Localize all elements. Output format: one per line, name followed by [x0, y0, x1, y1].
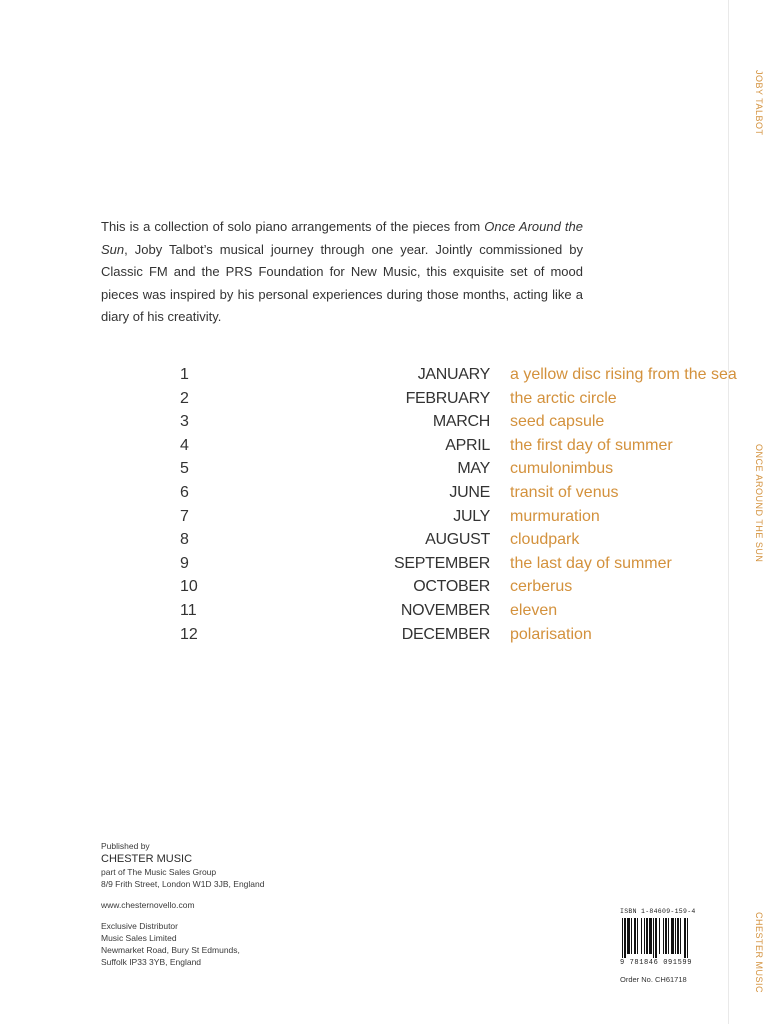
- track-title: the arctic circle: [510, 389, 617, 407]
- track-month: SEPTEMBER: [394, 554, 490, 572]
- distributor-address-line1: Newmarket Road, Bury St Edmunds,: [101, 945, 240, 955]
- barcode-bar: [655, 918, 657, 958]
- track-title: cerberus: [510, 578, 573, 596]
- barcode-bar: [649, 918, 652, 954]
- track-month: OCTOBER: [413, 578, 490, 596]
- track-month: MAY: [457, 460, 490, 478]
- track-month: JANUARY: [417, 366, 490, 383]
- track-title: the first day of summer: [510, 436, 673, 454]
- barcode-bar: [624, 918, 626, 958]
- track-number: 11: [180, 601, 197, 619]
- track-list: [180, 363, 737, 646]
- distributor-address-line2: Suffolk IP33 3YB, England: [101, 957, 202, 967]
- track-title: cumulonimbus: [510, 460, 614, 478]
- barcode-bar: [680, 918, 681, 954]
- distributor-name: Music Sales Limited: [101, 933, 177, 943]
- barcode-bar: [659, 918, 660, 954]
- spine-divider: [728, 0, 729, 1024]
- track-number: 8: [180, 531, 189, 549]
- track-row: [180, 623, 600, 647]
- track-number: 1: [180, 366, 189, 383]
- track-title: the last day of summer: [510, 554, 672, 572]
- barcode-bar: [634, 918, 636, 954]
- barcode-bar: [646, 918, 648, 954]
- barcode-bar: [677, 918, 679, 954]
- publisher-group: part of The Music Sales Group: [101, 867, 217, 877]
- track-number: 12: [180, 625, 198, 643]
- track-title: transit of venus: [510, 483, 619, 501]
- barcode-bar: [668, 918, 669, 954]
- track-number: 4: [180, 436, 189, 454]
- track-month: JUNE: [449, 483, 490, 501]
- track-row: [180, 387, 617, 411]
- publisher-name: CHESTER MUSIC: [101, 853, 193, 865]
- barcode-bar: [641, 918, 642, 954]
- track-row: [180, 575, 600, 599]
- spine-composer: JOBY TALBOT: [754, 70, 764, 136]
- order-number: Order No. CH61718: [620, 975, 687, 984]
- intro-text-end: , Joby Talbot’s musical journey through one year. Jointly commissioned by Classic FM and the PRS Foundation for New Music, this exquisite set of mood pieces was inspired by his personal experiences during those months, acting like a diary of his creativity.: [101, 241, 583, 324]
- track-number: 9: [180, 554, 189, 572]
- intro-work-title: Once Around the Sun: [101, 219, 583, 257]
- barcode-bar: [687, 918, 688, 958]
- track-row: [180, 457, 614, 481]
- barcode-digits: 9 781846 091599: [620, 959, 693, 967]
- barcode-bar: [644, 918, 645, 954]
- barcode-bar: [675, 918, 676, 954]
- barcode-bar: [627, 918, 630, 954]
- track-row: [180, 528, 600, 552]
- published-by-label: Published by: [101, 841, 150, 851]
- track-number: 3: [180, 413, 189, 431]
- track-title: eleven: [510, 601, 558, 619]
- publisher-address: 8/9 Frith Street, London W1D 3JB, England: [101, 879, 265, 889]
- barcode-bar: [631, 918, 632, 954]
- isbn-text: ISBN 1-84609-159-4: [620, 908, 696, 915]
- track-month: JULY: [453, 507, 490, 525]
- barcode-bar: [665, 918, 667, 954]
- spine-publisher: CHESTER MUSIC: [754, 912, 764, 994]
- track-row: [180, 552, 672, 576]
- track-row: [180, 481, 619, 505]
- barcode-bar: [637, 918, 638, 954]
- track-month: DECEMBER: [401, 625, 490, 643]
- track-row: [180, 505, 600, 529]
- track-month: MARCH: [432, 413, 490, 431]
- barcode-bar: [671, 918, 674, 954]
- track-number: 5: [180, 460, 189, 478]
- track-row: [180, 410, 605, 434]
- track-title: seed capsule: [510, 413, 605, 431]
- spine-work-title: ONCE AROUND THE SUN: [754, 444, 764, 563]
- track-month: AUGUST: [425, 531, 490, 549]
- track-month: APRIL: [445, 436, 490, 454]
- track-number: 7: [180, 507, 189, 525]
- track-number: 10: [180, 578, 198, 596]
- barcode-bar: [653, 918, 654, 958]
- track-title: a yellow disc rising from the sea: [510, 366, 737, 383]
- barcode-bars: [620, 918, 720, 958]
- track-title: cloudpark: [510, 531, 580, 549]
- barcode-bar: [622, 918, 623, 958]
- track-row: [180, 363, 737, 387]
- barcode-bar: [684, 918, 686, 958]
- barcode-block: [620, 908, 720, 984]
- track-title: polarisation: [510, 625, 592, 643]
- distributor-label: Exclusive Distributor: [101, 921, 178, 931]
- track-month: NOVEMBER: [400, 601, 490, 619]
- publisher-website: www.chesternovello.com: [101, 900, 195, 910]
- intro-text-start: This is a collection of solo piano arrangements of the pieces from: [101, 219, 481, 234]
- track-row: [180, 434, 673, 458]
- track-number: 2: [180, 389, 189, 407]
- track-row: [180, 599, 600, 623]
- barcode-bar: [663, 918, 664, 954]
- publisher-info: [101, 840, 264, 968]
- track-month: FEBRUARY: [405, 389, 490, 407]
- track-number: 6: [180, 483, 189, 501]
- intro-paragraph: [101, 216, 583, 329]
- track-title: murmuration: [510, 507, 600, 525]
